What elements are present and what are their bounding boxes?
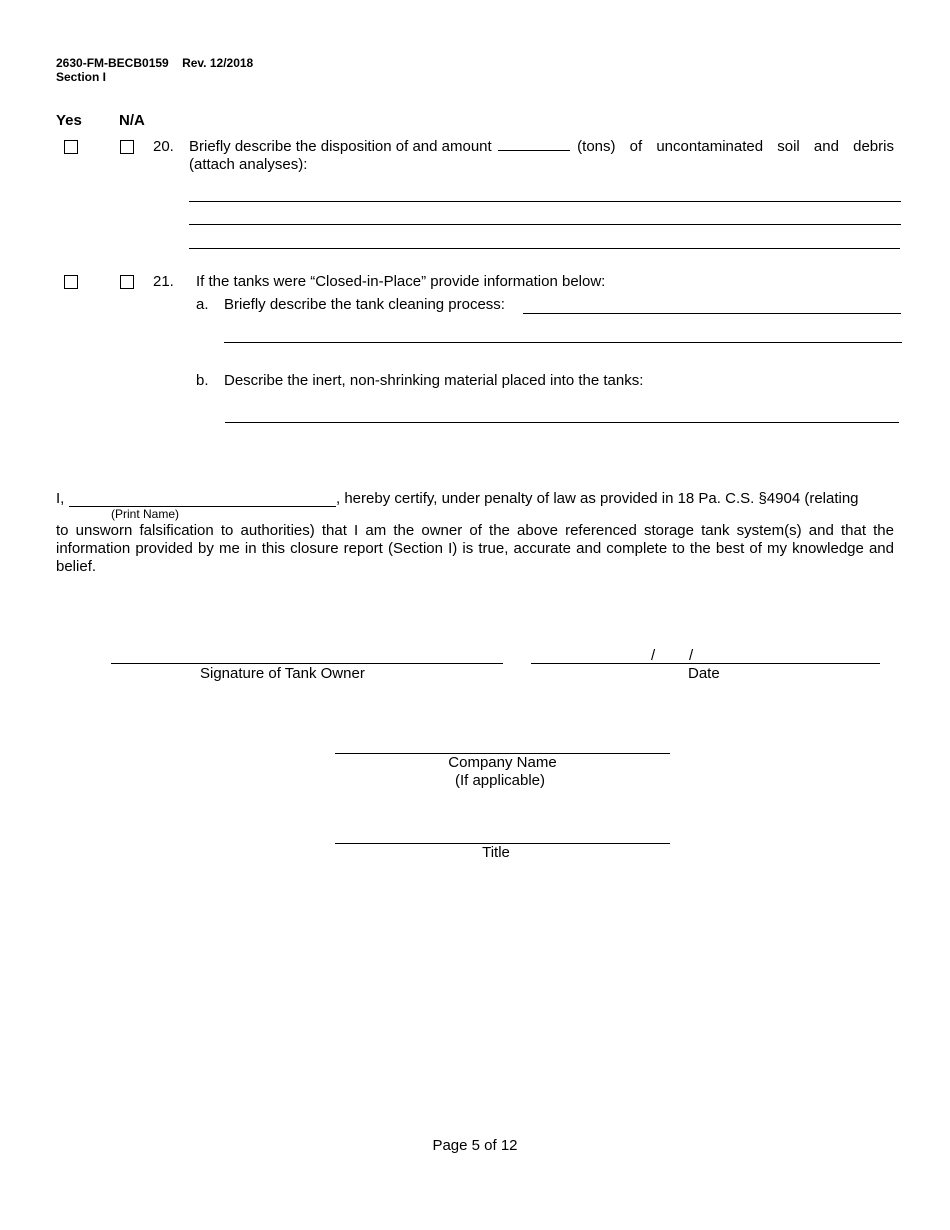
na-column-header: N/A — [119, 112, 145, 129]
owner-signature-line[interactable] — [111, 663, 503, 664]
item20-text-before: Briefly describe the disposition of and amount — [189, 138, 492, 155]
item21b-answer-line[interactable] — [225, 422, 899, 423]
item21a-label: a. — [196, 296, 209, 313]
date-label: Date — [688, 665, 720, 682]
item20-amount-blank[interactable] — [498, 138, 570, 151]
item20-answer-line-3[interactable] — [189, 248, 900, 249]
date-line[interactable] — [531, 663, 880, 664]
item21a-text: Briefly describe the tank cleaning process: — [224, 296, 505, 313]
form-number: 2630-FM-BECB0159 — [56, 56, 169, 70]
item20-text-after: (tons) of uncontaminated soil and debris — [577, 138, 894, 155]
title-label: Title — [482, 844, 510, 861]
item20-answer-line-1[interactable] — [189, 201, 901, 202]
item21-intro: If the tanks were “Closed-in-Place” provide information below: — [196, 273, 606, 290]
certification-prefix: I, — [56, 490, 65, 507]
item21a-answer-line-2[interactable] — [224, 342, 902, 343]
company-name-sublabel: (If applicable) — [454, 772, 546, 789]
item20-question — [189, 138, 894, 156]
date-separator-2: / — [689, 647, 694, 664]
form-revision: Rev. 12/2018 — [182, 56, 254, 70]
form-section: Section I — [56, 70, 107, 84]
page-number: Page 5 of 12 — [432, 1137, 518, 1154]
item21b-text: Describe the inert, non-shrinking material placed into the tanks: — [224, 372, 644, 389]
certification-body: to unsworn falsification to authorities) that I am the owner of the above referenced storage tank system(s) and that the information provided by me in this closure report (Section I) is true, accurate and complete to the best of my knowledge and belief. — [56, 522, 894, 575]
certification-line1: , hereby certify, under penalty of law as provided in 18 Pa. C.S. §4904 (relating — [336, 490, 859, 507]
item20-number: 20. — [153, 138, 174, 155]
item21b-label: b. — [196, 372, 209, 389]
item20-yes-checkbox[interactable] — [64, 140, 78, 154]
date-separator-1: / — [651, 647, 656, 664]
company-name-label: Company Name — [448, 754, 557, 771]
item21-yes-checkbox[interactable] — [64, 275, 78, 289]
item20-question-line2: (attach analyses): — [189, 156, 308, 173]
item21-na-checkbox[interactable] — [120, 275, 134, 289]
owner-signature-label: Signature of Tank Owner — [200, 665, 365, 682]
print-name-line[interactable] — [69, 506, 336, 507]
form-header — [56, 56, 253, 84]
print-name-label: (Print Name) — [111, 507, 180, 521]
item20-answer-line-2[interactable] — [189, 224, 901, 225]
item21a-answer-line-1[interactable] — [523, 313, 901, 314]
yes-column-header: Yes — [56, 112, 82, 129]
item21-number: 21. — [153, 273, 174, 290]
item20-na-checkbox[interactable] — [120, 140, 134, 154]
